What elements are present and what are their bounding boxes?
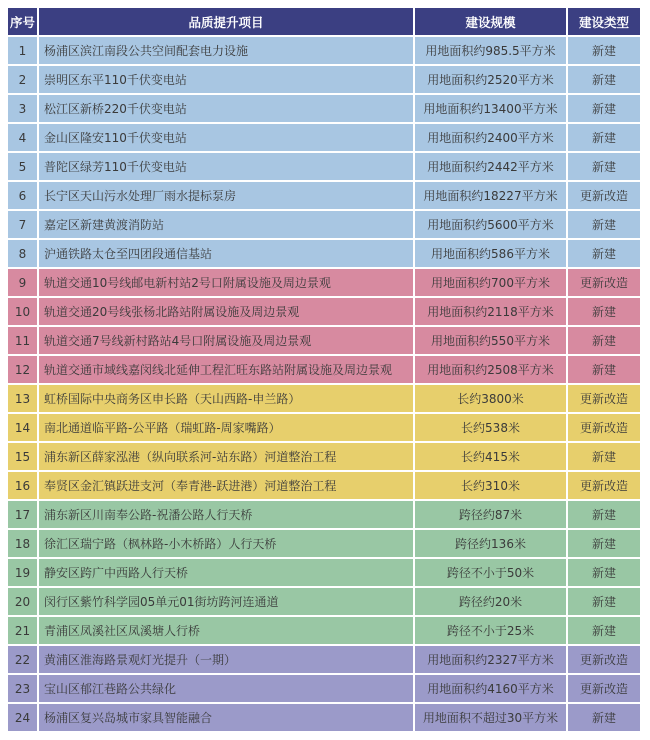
table-row [8, 414, 642, 441]
row-scale: 用地面积约2508平方米 [415, 356, 566, 383]
table-row [8, 124, 642, 151]
row-scale: 长约415米 [415, 443, 566, 470]
row-scale: 用地面积约4160平方米 [415, 675, 566, 702]
row-type: 新建 [568, 298, 640, 325]
row-project: 轨道交通7号线新村路站4号口附属设施及周边景观 [39, 327, 413, 354]
table-header-row [8, 8, 642, 35]
row-type: 新建 [568, 501, 640, 528]
row-no: 13 [8, 385, 37, 412]
row-type: 更新改造 [568, 414, 640, 441]
row-no: 17 [8, 501, 37, 528]
row-type: 新建 [568, 211, 640, 238]
row-scale: 用地面积约13400平方米 [415, 95, 566, 122]
table-row [8, 356, 642, 383]
table-row [8, 646, 642, 673]
row-no: 1 [8, 37, 37, 64]
row-no: 16 [8, 472, 37, 499]
row-project: 静安区跨广中西路人行天桥 [39, 559, 413, 586]
row-type: 更新改造 [568, 385, 640, 412]
table-row [8, 95, 642, 122]
row-type: 新建 [568, 95, 640, 122]
row-scale: 长约3800米 [415, 385, 566, 412]
row-scale: 跨径约20米 [415, 588, 566, 615]
table-row [8, 588, 642, 615]
header-no: 序号 [8, 8, 37, 35]
header-project: 品质提升项目 [39, 8, 413, 35]
row-scale: 用地面积约2520平方米 [415, 66, 566, 93]
table-row [8, 501, 642, 528]
table-row [8, 153, 642, 180]
row-project: 松江区新桥220千伏变电站 [39, 95, 413, 122]
row-type: 新建 [568, 124, 640, 151]
row-scale: 跨径约136米 [415, 530, 566, 557]
row-no: 3 [8, 95, 37, 122]
row-no: 24 [8, 704, 37, 731]
row-no: 5 [8, 153, 37, 180]
row-project: 普陀区绿芳110千伏变电站 [39, 153, 413, 180]
table-row [8, 472, 642, 499]
row-project: 浦东新区薛家泓港（纵向联系河-站东路）河道整治工程 [39, 443, 413, 470]
row-no: 20 [8, 588, 37, 615]
row-no: 6 [8, 182, 37, 209]
row-scale: 用地面积约2400平方米 [415, 124, 566, 151]
row-project: 沪通铁路太仓至四团段通信基站 [39, 240, 413, 267]
table-row [8, 385, 642, 412]
row-type: 新建 [568, 704, 640, 731]
row-scale: 用地面积约2327平方米 [415, 646, 566, 673]
row-scale: 用地面积约5600平方米 [415, 211, 566, 238]
table-row [8, 182, 642, 209]
row-no: 10 [8, 298, 37, 325]
row-project: 金山区隆安110千伏变电站 [39, 124, 413, 151]
row-no: 11 [8, 327, 37, 354]
table-row [8, 675, 642, 702]
row-type: 更新改造 [568, 675, 640, 702]
row-type: 新建 [568, 530, 640, 557]
row-project: 黄浦区淮海路景观灯光提升（一期） [39, 646, 413, 673]
row-no: 19 [8, 559, 37, 586]
row-scale: 用地面积约985.5平方米 [415, 37, 566, 64]
table-row [8, 211, 642, 238]
row-type: 新建 [568, 588, 640, 615]
row-type: 新建 [568, 37, 640, 64]
row-scale: 用地面积约2442平方米 [415, 153, 566, 180]
row-scale: 跨径不小于25米 [415, 617, 566, 644]
row-type: 更新改造 [568, 646, 640, 673]
project-table [8, 8, 642, 733]
row-type: 新建 [568, 356, 640, 383]
row-project: 崇明区东平110千伏变电站 [39, 66, 413, 93]
table-row [8, 327, 642, 354]
row-scale: 用地面积不超过30平方米 [415, 704, 566, 731]
row-type: 更新改造 [568, 269, 640, 296]
table-row [8, 530, 642, 557]
table-row [8, 617, 642, 644]
row-project: 轨道交通10号线邮电新村站2号口附属设施及周边景观 [39, 269, 413, 296]
row-type: 新建 [568, 153, 640, 180]
row-scale: 长约538米 [415, 414, 566, 441]
row-project: 奉贤区金汇镇跃进支河（奉青港-跃进港）河道整治工程 [39, 472, 413, 499]
row-project: 宝山区郁江巷路公共绿化 [39, 675, 413, 702]
row-no: 4 [8, 124, 37, 151]
row-scale: 长约310米 [415, 472, 566, 499]
row-scale: 用地面积约2118平方米 [415, 298, 566, 325]
row-scale: 用地面积约550平方米 [415, 327, 566, 354]
row-no: 22 [8, 646, 37, 673]
row-project: 轨道交通市域线嘉闵线北延伸工程汇旺东路站附属设施及周边景观 [39, 356, 413, 383]
row-project: 闵行区紫竹科学园05单元01街坊跨河连通道 [39, 588, 413, 615]
row-project: 虹桥国际中央商务区申长路（天山西路-申兰路） [39, 385, 413, 412]
row-no: 7 [8, 211, 37, 238]
row-project: 长宁区天山污水处理厂雨水提标泵房 [39, 182, 413, 209]
row-project: 徐汇区瑞宁路（枫林路-小木桥路）人行天桥 [39, 530, 413, 557]
row-no: 23 [8, 675, 37, 702]
row-type: 新建 [568, 240, 640, 267]
row-type: 新建 [568, 327, 640, 354]
table-row [8, 66, 642, 93]
row-project: 杨浦区滨江南段公共空间配套电力设施 [39, 37, 413, 64]
row-type: 新建 [568, 66, 640, 93]
table-row [8, 269, 642, 296]
row-no: 2 [8, 66, 37, 93]
table-row [8, 298, 642, 325]
row-project: 嘉定区新建黄渡消防站 [39, 211, 413, 238]
row-scale: 用地面积约700平方米 [415, 269, 566, 296]
header-type: 建设类型 [568, 8, 640, 35]
row-no: 8 [8, 240, 37, 267]
row-no: 18 [8, 530, 37, 557]
row-project: 南北通道临平路-公平路（瑞虹路-周家嘴路） [39, 414, 413, 441]
row-no: 15 [8, 443, 37, 470]
table-row [8, 443, 642, 470]
row-scale: 跨径不小于50米 [415, 559, 566, 586]
row-no: 21 [8, 617, 37, 644]
row-no: 9 [8, 269, 37, 296]
row-project: 杨浦区复兴岛城市家具智能融合 [39, 704, 413, 731]
header-scale: 建设规模 [415, 8, 566, 35]
row-project: 青浦区凤溪社区凤溪塘人行桥 [39, 617, 413, 644]
row-project: 浦东新区川南奉公路-祝潘公路人行天桥 [39, 501, 413, 528]
row-type: 更新改造 [568, 472, 640, 499]
row-no: 12 [8, 356, 37, 383]
row-scale: 用地面积约586平方米 [415, 240, 566, 267]
table-row [8, 240, 642, 267]
row-type: 新建 [568, 559, 640, 586]
row-type: 更新改造 [568, 182, 640, 209]
table-row [8, 37, 642, 64]
row-no: 14 [8, 414, 37, 441]
table-row [8, 704, 642, 731]
row-type: 新建 [568, 443, 640, 470]
row-scale: 跨径约87米 [415, 501, 566, 528]
table-row [8, 559, 642, 586]
row-project: 轨道交通20号线张杨北路站附属设施及周边景观 [39, 298, 413, 325]
table-body [8, 37, 642, 731]
row-scale: 用地面积约18227平方米 [415, 182, 566, 209]
row-type: 新建 [568, 617, 640, 644]
